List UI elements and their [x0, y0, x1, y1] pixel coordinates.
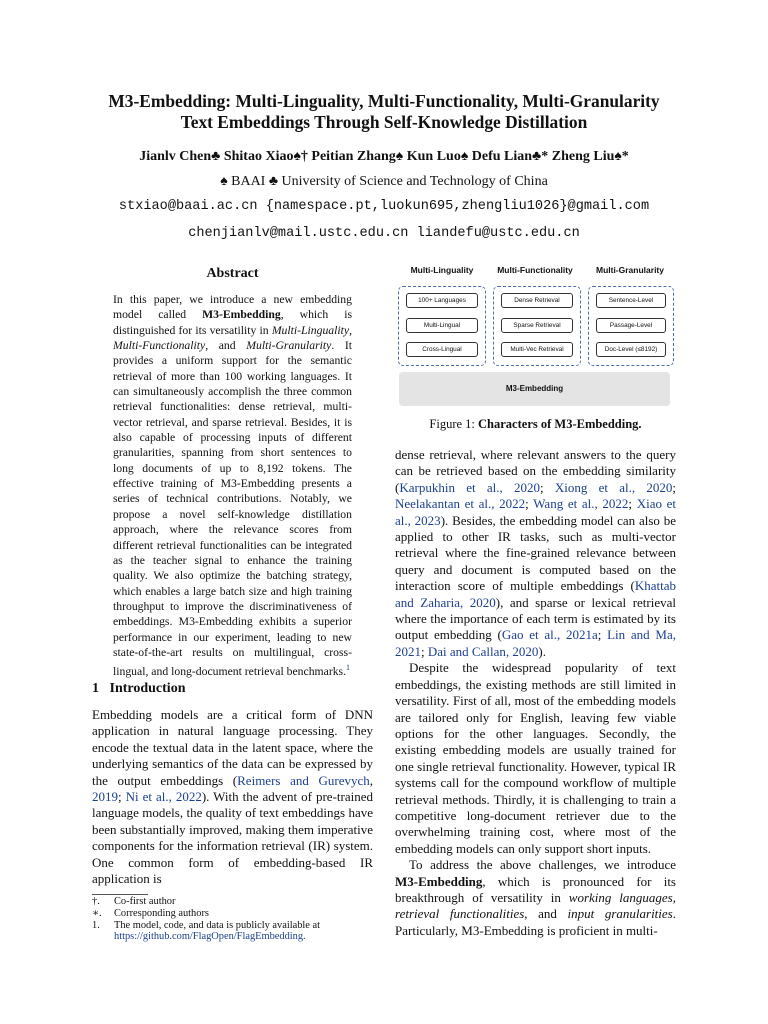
footnote-mark: †.: [92, 896, 100, 907]
affiliations: ♠ BAAI ♣ University of Science and Technology of China: [220, 174, 548, 189]
abstract-text: , which is distinguished for its versatility in: [113, 308, 352, 337]
footnote-text: [114, 920, 320, 944]
body-text: ), and sparse or lexical retrieval where the importance of each term is estimated by its output embedding (: [395, 594, 676, 643]
figure-group-granularity: [588, 286, 674, 366]
body-text: ). With the advent of pre-trained language models, the quality of text embeddings have been substantially improved, making them imperative components for the information retrieval (IR) system. One common form of embedding-based IR application is: [92, 789, 373, 887]
figure-box: Sparse Retrieval: [501, 318, 573, 333]
citation-link[interactable]: Dai and Callan, 2020: [427, 643, 539, 659]
title-line-2: Text Embeddings Through Self-Knowledge Distillation: [180, 112, 588, 132]
intro-paragraph: [92, 707, 373, 887]
figure-box: Sentence-Level: [596, 293, 666, 308]
caption-prefix: Figure 1:: [429, 417, 479, 431]
citation-link[interactable]: Khattab and Zaharia, 2020: [395, 578, 676, 610]
figure-base-model: M3-Embedding: [399, 372, 670, 406]
citation-link[interactable]: Wang et al., 2022: [533, 496, 629, 512]
body-text: . Particularly, M3-Embedding is proficient in multi-: [395, 906, 676, 938]
body-text: ).: [538, 643, 546, 659]
body-text: Embedding models are a critical form of DNN application in natural language processing. They encode the textual data in the latent space, where the underlying semantics of the data can be expressed by the output embeddings (: [92, 707, 373, 788]
abstract-text: . It provides a uniform support for the semantic retrieval of more than 100 working languages. It can simultaneously accomplish the three common retrieval functionalities: dense retrieval, multi-vector retrieval, and sparse retrieval. Besides, it is also capable of processing inputs of different granularities, spanning from short sentences to long documents of up to 8,192 tokens. The effective training of M3-Embedding presents a series of technical contributions. Notably, we propose a novel self-knowledge distillation approach, where the relevance scores from different retrieval functionalities can be integrated as the teacher signal to enhance the training quality. We also optimize the batching strategy, which enables a large batch size and high training throughput to improve the discriminativeness of embeddings. M3-Embedding exhibits a superior performance in our experiment, leading to new state-of-the-art results on multilingual, cross-lingual, and long-document retrieval benchmarks.: [113, 339, 353, 679]
figure-caption: [395, 417, 676, 432]
citation-link[interactable]: Neelakantan et al., 2022: [395, 496, 526, 512]
figure-box: Passage-Level: [596, 318, 666, 333]
footnote-mark: 1.: [92, 919, 100, 931]
abstract-emphasis: Multi-Linguality: [271, 323, 350, 337]
figure-header-functionality: Multi-Functionality: [497, 265, 573, 275]
footnote-mark: ∗.: [92, 907, 102, 919]
body-text: , which is pronounced for its breakthrough of versatility in: [395, 873, 676, 905]
body-text: ;: [118, 789, 126, 805]
citation-link[interactable]: Lin and Ma, 2021: [395, 627, 676, 659]
emphasis: working languages: [568, 889, 673, 905]
email-line-1: stxiao@baai.ac.cn {namespace.pt,luokun695,zhengliu1026}@gmail.com: [118, 199, 650, 214]
body-text: ,: [369, 772, 373, 788]
figure-box: Multi-Vec Retrieval: [501, 342, 573, 357]
author-list: Jianlv Chen♣ Shitao Xiao♠† Peitian Zhang♠ Kun Luo♠ Defu Lian♣* Zheng Liu♠*: [139, 149, 629, 164]
footnote-rule: [92, 894, 148, 895]
footnote-text: Corresponding authors: [114, 907, 209, 919]
body-text: dense retrieval, where relevant answers to the query can be retrieved based on the embedding similarity (: [395, 447, 676, 495]
figure-box: 100+ Languages: [406, 293, 478, 308]
figure-header-linguality: Multi-Linguality: [410, 265, 474, 275]
title-line-1: M3-Embedding: Multi-Linguality, Multi-Functionality, Multi-Granularity: [108, 91, 660, 111]
figure-group-functionality: [493, 286, 581, 366]
section-title: Introduction: [109, 681, 186, 696]
footnote-text-body: The model, code, and data is publicly available at: [114, 919, 321, 931]
figure-header-granularity: Multi-Granularity: [595, 265, 664, 275]
abstract-text: , and: [205, 339, 247, 353]
footnote-ref[interactable]: 1: [346, 663, 351, 673]
abstract-heading: Abstract: [206, 266, 259, 281]
caption-title: Characters of M3-Embedding.: [478, 417, 642, 431]
body-text: ). Besides, the embedding model can also be applied to other IR tasks, such as multi-vector retrieval where the fine-grained relevance between query and document is computed based on the interaction score of multiple embeddings (: [395, 512, 676, 594]
footnote: [92, 908, 374, 920]
email-line-2: chenjianlv@mail.ustc.edu.cn liandefu@ustc.edu.cn: [188, 226, 580, 241]
paragraph: [395, 857, 676, 939]
citation-link[interactable]: Gao et al., 2021a: [501, 627, 598, 643]
right-column: [395, 447, 676, 939]
abstract-body: [113, 292, 352, 679]
figure-group-linguality: [398, 286, 486, 366]
section-number: 1: [92, 681, 99, 696]
abstract-text: In this paper, we introduce a new embedding model called: [113, 293, 352, 322]
figure-box: Dense Retrieval: [501, 293, 573, 308]
model-name: M3-Embedding: [202, 308, 281, 322]
figure-box: Cross-Lingual: [406, 342, 478, 357]
abstract-emphasis: Multi-Granularity: [246, 339, 332, 353]
footnote: [92, 896, 374, 908]
body-text: ,: [672, 889, 676, 905]
citation-link[interactable]: Xiao et al., 2023: [395, 496, 676, 528]
figure-1: [396, 265, 677, 412]
citation-link[interactable]: Karpukhin et al., 2020: [399, 479, 540, 495]
citation-link[interactable]: Xiong et al., 2020: [554, 479, 673, 495]
paragraph: Despite the widespread popularity of text embeddings, the existing methods are still limited in versatility. First of all, most of the embedding models are tailored only for English, leaving few viable options for the other languages. Secondly, the existing embedding models are usually trained for one single retrieval functionality. However, typical IR systems call for the compound workflow of multiple retrieval methods. Thirdly, it is challenging to train a competitive long-document retriever due to the overwhelming training cost, where most of the embedding models can only support short inputs.: [395, 660, 676, 856]
abstract-text: ,: [349, 323, 352, 337]
body-text: To address the above challenges, we introduce: [409, 857, 676, 873]
section-heading: [92, 681, 185, 697]
footnote: [92, 920, 374, 944]
paper-title: [40, 91, 728, 133]
figure-box: Doc-Level (≤8192): [596, 342, 666, 357]
citation-link[interactable]: Ni et al., 2022: [125, 789, 202, 805]
citation-link[interactable]: 2019: [92, 789, 118, 805]
paragraph: dense retrieval, where relevant answers to the query can be retrieved based on the embedding similarity (Karpukhin et al., 2020; Xiong et al., 2020; Neelakantan et al., 2022; Wang et al., 2022; Xiao et al., 2023). Besides, the embedding model can also be applied to other IR tasks, such as multi-vector retrieval where the fine-grained relevance between query and document is computed based on the interaction score of multiple embeddings (Khattab and Zaharia, 2020), and sparse or lexical retrieval where the importance of each term is estimated by its output embedding (Gao et al., 2021a; Lin and Ma, 2021; Dai and Callan, 2020).: [395, 447, 676, 659]
footnotes: [92, 896, 374, 943]
model-name: M3-Embedding: [395, 873, 483, 889]
abstract-emphasis: Multi-Functionality: [113, 339, 206, 353]
figure-box: Multi-Lingual: [406, 318, 478, 333]
emphasis: input granularities: [567, 906, 673, 922]
footnote-text: Co-first author: [114, 896, 176, 907]
body-text: , and: [524, 906, 568, 922]
emphasis: retrieval functionalities: [395, 906, 525, 922]
github-link[interactable]: https://github.com/FlagOpen/FlagEmbedding.: [114, 931, 306, 943]
citation-link[interactable]: Reimers and Gurevych: [237, 772, 370, 788]
